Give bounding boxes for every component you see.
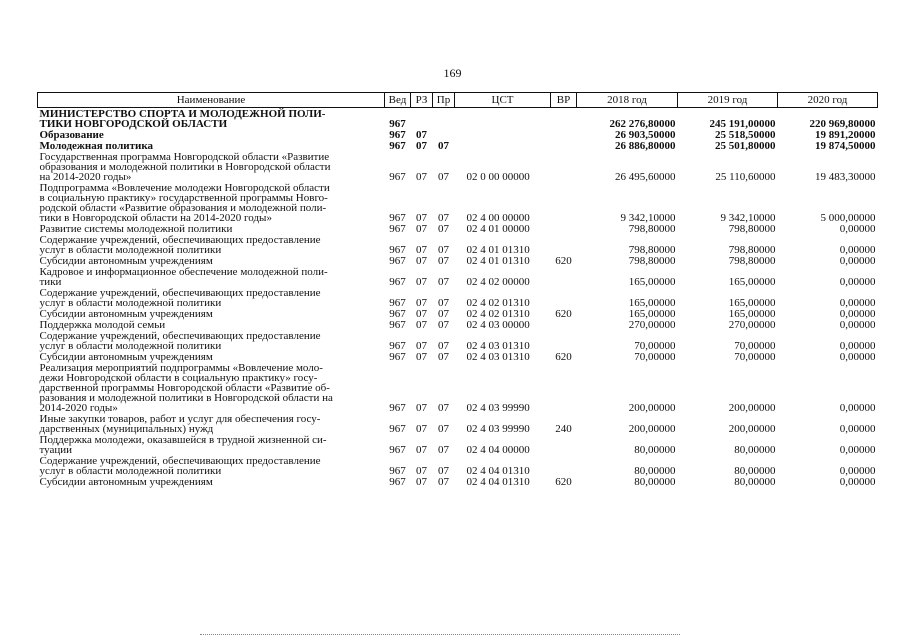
cell-2019: 245 191,00000 [709,118,776,130]
budget-table [37,92,878,487]
cell-name: Подпрограмма «Вовлечение молодежи Новгородской области в социальную практику» государственной программы Новго- родской области «Развитие образования и молодежной поли- тики в Новгородской области на 2014-2020 годы» [39,182,330,224]
cell-2019: 80,00000 [734,465,776,477]
cell-vr [551,108,577,130]
table-row [38,351,878,362]
cell-2020: 220 969,80000 [809,118,876,130]
column-header-rz: РЗ [411,93,433,108]
cell-cst: 02 4 00 00000 [466,212,530,224]
cell-pr: 07 [438,423,449,435]
cell-2018: 262 276,80000 [609,118,676,130]
cell-2018: 798,80000 [628,223,676,235]
table-row [38,455,878,476]
cell-name: Содержание учреждений, обеспечивающих предоставление услуг в области молодежной политики [39,287,321,309]
cell-ved: 967 [389,319,406,331]
cell-ved: 967 [389,465,406,477]
cell-ved: 967 [389,340,406,352]
cell-ved: 967 [389,212,406,224]
page-bottom-rule [200,634,680,635]
cell-2019: 25 110,60000 [715,171,776,183]
cell-2019: 798,80000 [728,223,776,235]
cell-rz: 07 [416,276,427,288]
cell-cst: 02 4 03 01310 [466,340,530,352]
cell-rz: 07 [416,423,427,435]
column-header-cst: ЦСТ [455,93,551,108]
cell-ved: 967 [389,476,406,488]
cell-vr [551,182,577,223]
cell-pr: 07 [438,319,449,331]
cell-rz: 07 [416,244,427,256]
cell-vr [551,330,577,351]
cell-name: Поддержка молодежи, оказавшейся в трудной жизненной си- туации [39,434,327,456]
cell-rz: 07 [416,129,427,141]
cell-2020: 0,00000 [839,444,876,456]
cell-vr: 240 [555,423,572,435]
cell-rz: 07 [416,444,427,456]
cell-name: Субсидии автономным учреждениям [39,255,213,267]
cell-2019: 200,00000 [728,423,776,435]
cell-2020: 0,00000 [839,255,876,267]
table-row [38,108,878,130]
cell-pr: 07 [438,223,449,235]
cell-vr [551,434,577,455]
cell-2019: 165,00000 [728,297,776,309]
cell-2019: 9 342,10000 [720,212,776,224]
cell-vr: 620 [555,476,572,488]
cell-name: Содержание учреждений, обеспечивающих предоставление услуг в области молодежной политики [39,234,321,256]
cell-2018: 80,00000 [634,476,676,488]
column-header-2018: 2018 год [577,93,678,108]
cell-pr: 07 [438,212,449,224]
cell-rz: 07 [416,297,427,309]
cell-vr [551,129,577,140]
cell-cst: 02 4 03 99990 [466,402,530,414]
table-row [38,476,878,487]
cell-2018: 798,80000 [628,255,676,267]
table-row [38,223,878,234]
cell-2018: 165,00000 [628,276,676,288]
cell-rz: 07 [416,340,427,352]
cell-name: Молодежная политика [39,140,154,152]
cell-rz: 07 [416,351,427,363]
cell-2018: 200,00000 [628,402,676,414]
cell-2018: 70,00000 [634,340,676,352]
cell-ved: 967 [389,423,406,435]
cell-name: Реализация мероприятий подпрограммы «Вовлечение моло- дежи Новгородской области в социальную практику» госу- дарственной программы Новгородской области «Развитие об- разования и молодежной политики в Новгородской области на 2014-2020 годы» [39,362,333,414]
table-row [38,234,878,255]
cell-2019: 80,00000 [734,476,776,488]
cell-2020: 0,00000 [839,402,876,414]
cell-pr [433,129,455,140]
cell-name: Развитие системы молодежной политики [39,223,233,235]
cell-ved: 967 [389,171,406,183]
cell-name: Субсидии автономным учреждениям [39,308,213,320]
cell-vr: 620 [555,255,572,267]
table-row [38,330,878,351]
cell-cst: 02 4 02 01310 [466,308,530,320]
table-row [38,182,878,223]
cell-pr: 07 [438,340,449,352]
cell-vr [551,223,577,234]
cell-2018: 798,80000 [628,244,676,256]
cell-vr [551,234,577,255]
cell-pr: 07 [438,140,449,152]
cell-name: МИНИСТЕРСТВО СПОРТА И МОЛОДЕЖНОЙ ПОЛИ- ТИКИ НОВГОРОДСКОЙ ОБЛАСТИ [39,108,326,130]
cell-2019: 80,00000 [734,444,776,456]
cell-cst: 02 4 04 00000 [466,444,530,456]
cell-vr [551,319,577,330]
cell-2020: 0,00000 [839,223,876,235]
cell-name: Государственная программа Новгородской области «Развитие образования и молодежной политики в Новгородской области на 2014-2020 годы» [39,151,331,183]
table-row [38,413,878,434]
cell-ved: 967 [389,402,406,414]
column-header-2020: 2020 год [778,93,878,108]
cell-2019: 200,00000 [728,402,776,414]
table-row [38,434,878,455]
cell-ved: 967 [389,351,406,363]
cell-cst: 02 4 04 01310 [466,476,530,488]
cell-pr: 07 [438,171,449,183]
cell-pr: 07 [438,308,449,320]
cell-2020: 0,00000 [839,297,876,309]
cell-2019: 798,80000 [728,255,776,267]
cell-cst: 02 4 03 99990 [466,423,530,435]
column-header-pr: Пр [433,93,455,108]
cell-2019: 25 518,50000 [715,129,776,141]
cell-cst: 02 4 01 00000 [466,223,530,235]
cell-cst: 02 4 02 01310 [466,297,530,309]
cell-2020: 19 874,50000 [815,140,876,152]
table-row [38,255,878,266]
table-row [38,319,878,330]
cell-2019: 70,00000 [734,351,776,363]
cell-2018: 26 886,80000 [615,140,676,152]
cell-pr: 07 [438,255,449,267]
cell-cst: 02 4 01 01310 [466,255,530,267]
table-row [38,287,878,308]
cell-2020: 19 483,30000 [815,171,876,183]
cell-pr: 07 [438,276,449,288]
cell-2018: 270,00000 [628,319,676,331]
cell-cst: 02 4 01 01310 [466,244,530,256]
cell-cst [455,108,551,130]
table-row [38,129,878,140]
table-row [38,151,878,182]
page-number: 169 [443,66,462,80]
cell-cst: 02 4 03 01310 [466,351,530,363]
cell-vr [551,362,577,413]
cell-rz: 07 [416,171,427,183]
cell-pr: 07 [438,402,449,414]
cell-pr [433,108,455,130]
cell-rz: 07 [416,223,427,235]
table-body [38,108,878,488]
table-row [38,308,878,319]
cell-cst [455,140,551,151]
cell-2020: 0,00000 [839,465,876,477]
cell-ved: 967 [389,140,406,152]
cell-rz: 07 [416,319,427,331]
column-header-name: Наименование [38,93,385,108]
cell-2020: 0,00000 [839,308,876,320]
cell-2019: 165,00000 [728,308,776,320]
cell-name: Субсидии автономным учреждениям [39,351,213,363]
cell-pr: 07 [438,297,449,309]
cell-2020: 0,00000 [839,276,876,288]
cell-name: Содержание учреждений, обеспечивающих предоставление услуг в области молодежной политики [39,330,321,352]
cell-rz: 07 [416,308,427,320]
table-row [38,266,878,287]
cell-2018: 80,00000 [634,465,676,477]
cell-rz: 07 [416,465,427,477]
cell-ved: 967 [389,297,406,309]
cell-ved: 967 [389,255,406,267]
cell-vr [551,287,577,308]
cell-name: Образование [39,129,104,141]
cell-pr: 07 [438,351,449,363]
table-row [38,362,878,413]
cell-name: Субсидии автономным учреждениям [39,476,213,488]
cell-name: Содержание учреждений, обеспечивающих предоставление услуг в области молодежной политики [39,455,321,477]
cell-rz: 07 [416,255,427,267]
cell-2020: 0,00000 [839,340,876,352]
cell-2018: 165,00000 [628,308,676,320]
cell-ved: 967 [389,244,406,256]
cell-vr [551,140,577,151]
column-header-vr: ВР [551,93,577,108]
column-header-ved: Вед [385,93,411,108]
cell-2018: 26 495,60000 [615,171,676,183]
cell-ved: 967 [389,276,406,288]
cell-cst: 02 0 00 00000 [466,171,530,183]
cell-vr [551,455,577,476]
cell-2018: 80,00000 [634,444,676,456]
cell-pr: 07 [438,465,449,477]
cell-cst [455,129,551,140]
cell-2020: 0,00000 [839,423,876,435]
column-header-2019: 2019 год [678,93,778,108]
cell-2020: 5 000,00000 [820,212,876,224]
cell-rz [411,108,433,130]
cell-ved: 967 [389,118,406,130]
cell-rz: 07 [416,476,427,488]
cell-name: Иные закупки товаров, работ и услуг для обеспечения госу- дарственных (муниципальных) нужд [39,413,321,435]
cell-cst: 02 4 02 00000 [466,276,530,288]
cell-2020: 0,00000 [839,244,876,256]
cell-ved: 967 [389,308,406,320]
cell-pr: 07 [438,444,449,456]
cell-2019: 270,00000 [728,319,776,331]
cell-cst: 02 4 03 00000 [466,319,530,331]
cell-rz: 07 [416,140,427,152]
cell-cst: 02 4 04 01310 [466,465,530,477]
cell-2019: 25 501,80000 [715,140,776,152]
cell-ved: 967 [389,129,406,141]
table-row [38,140,878,151]
cell-rz: 07 [416,402,427,414]
cell-2020: 19 891,20000 [815,129,876,141]
cell-vr [551,266,577,287]
cell-2020: 0,00000 [839,319,876,331]
cell-vr: 620 [555,351,572,363]
cell-ved: 967 [389,223,406,235]
cell-2020: 0,00000 [839,351,876,363]
cell-name: Кадровое и информационное обеспечение молодежной поли- тики [39,266,328,288]
cell-2018: 200,00000 [628,423,676,435]
cell-rz: 07 [416,212,427,224]
cell-vr [551,151,577,182]
cell-2019: 70,00000 [734,340,776,352]
cell-ved: 967 [389,444,406,456]
cell-2020: 0,00000 [839,476,876,488]
table-header-row [38,93,878,108]
cell-pr: 07 [438,244,449,256]
cell-2018: 70,00000 [634,351,676,363]
cell-pr: 07 [438,476,449,488]
cell-2018: 165,00000 [628,297,676,309]
cell-2018: 9 342,10000 [620,212,676,224]
cell-vr: 620 [555,308,572,320]
cell-name: Поддержка молодой семьи [39,319,166,331]
cell-2019: 798,80000 [728,244,776,256]
cell-2018: 26 903,50000 [615,129,676,141]
cell-2019: 165,00000 [728,276,776,288]
